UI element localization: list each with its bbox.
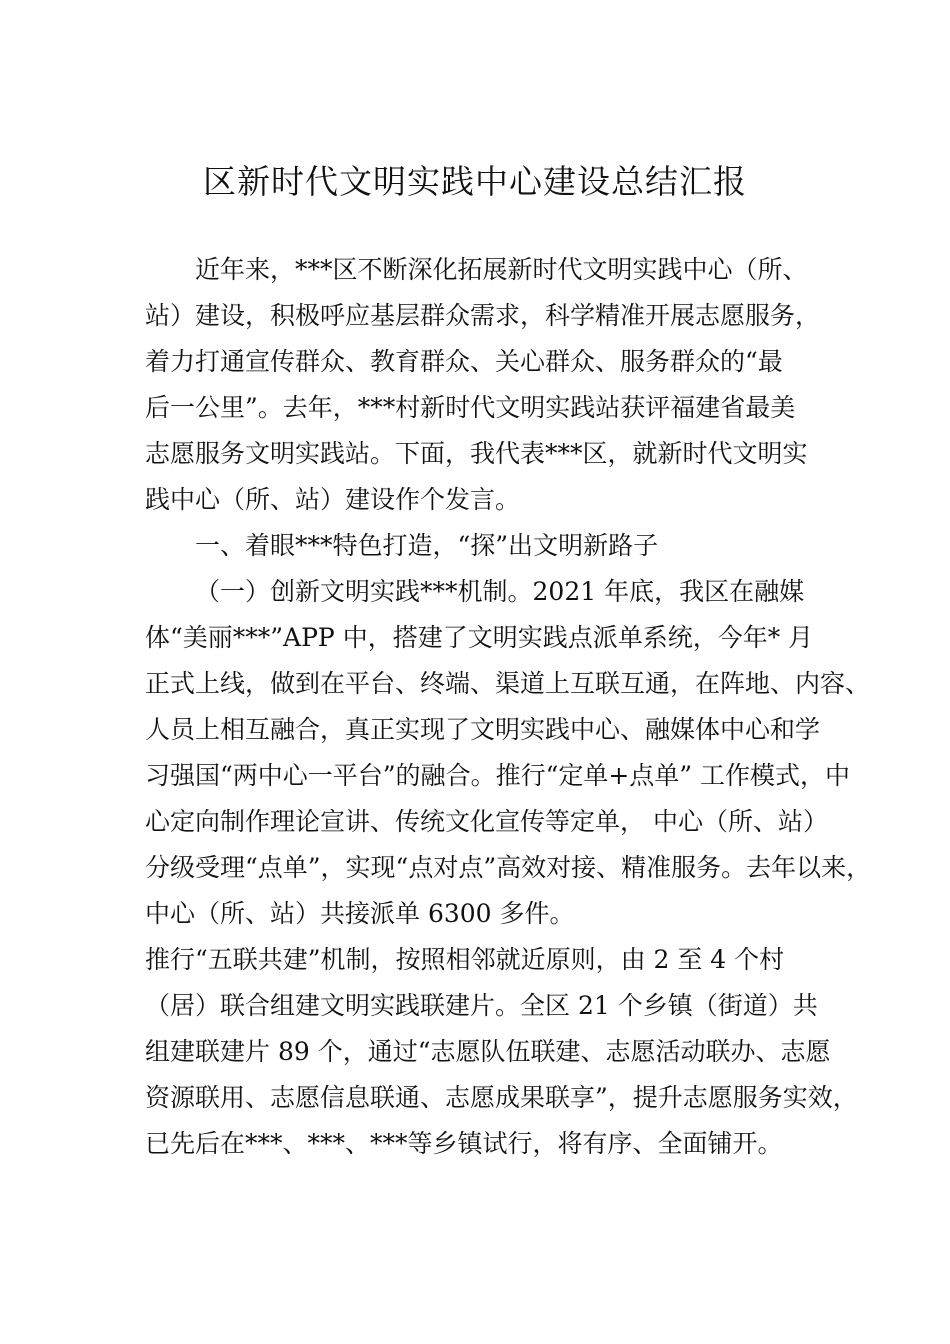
paragraph-line: 组建联建片 89 个，通过“志愿队伍联建、志愿活动联办、志愿 — [145, 1037, 831, 1066]
paragraph-line: （居）联合组建文明实践联建片。全区 21 个乡镇（街道）共 — [145, 991, 818, 1020]
paragraph-line: 资源联用、志愿信息联通、志愿成果联享”，提升志愿服务实效， — [145, 1083, 858, 1112]
paragraph-line: 中心（所、站）共接派单 6300 多件。 — [145, 899, 575, 928]
paragraph-line: （一）创新文明实践***机制。2021 年底，我区在融媒 — [195, 577, 805, 606]
section-heading: 一、着眼***特色打造，“探”出文明新路子 — [195, 531, 659, 560]
paragraph-line: 正式上线，做到在平台、终端、渠道上互联互通，在阵地、内容、 — [145, 669, 871, 698]
document-body — [145, 247, 872, 1167]
paragraph-line: 心定向制作理论宣讲、传统文化宣传等定单， 中心（所、站） — [145, 807, 828, 836]
paragraph-line: 践中心（所、站）建设作个发言。 — [145, 485, 521, 514]
paragraph-line: 分级受理“点单”，实现“点对点”高效对接、精准服务。去年以来， — [145, 853, 872, 882]
paragraph-line: 后一公里”。去年，***村新时代文明实践站获评福建省最美 — [145, 393, 796, 422]
document-title: 区新时代文明实践中心建设总结汇报 — [203, 162, 747, 201]
paragraph-line: 近年来，***区不断深化拓展新时代文明实践中心（所、 — [195, 255, 808, 284]
paragraph-line: 已先后在***、***、***等乡镇试行，将有序、全面铺开。 — [145, 1129, 783, 1158]
paragraph-line: 人员上相互融合，真正实现了文明实践中心、融媒体中心和学 — [145, 715, 821, 744]
paragraph-line: 习强国“两中心一平台”的融合。推行“定单+点单” 工作模式，中 — [145, 761, 851, 790]
paragraph-line: 志愿服务文明实践站。下面，我代表***区，就新时代文明实 — [145, 439, 808, 468]
paragraph-line: 着力打通宣传群众、教育群众、关心群众、服务群众的“最 — [145, 347, 783, 376]
paragraph-line: 站）建设，积极呼应基层群众需求，科学精准开展志愿服务， — [145, 301, 821, 330]
paragraph-line: 推行“五联共建”机制，按照相邻就近原则，由 2 至 4 个村 — [145, 945, 785, 974]
paragraph-line: 体“美丽***”APP 中，搭建了文明实践点派单系统，今年* 月 — [145, 623, 814, 652]
